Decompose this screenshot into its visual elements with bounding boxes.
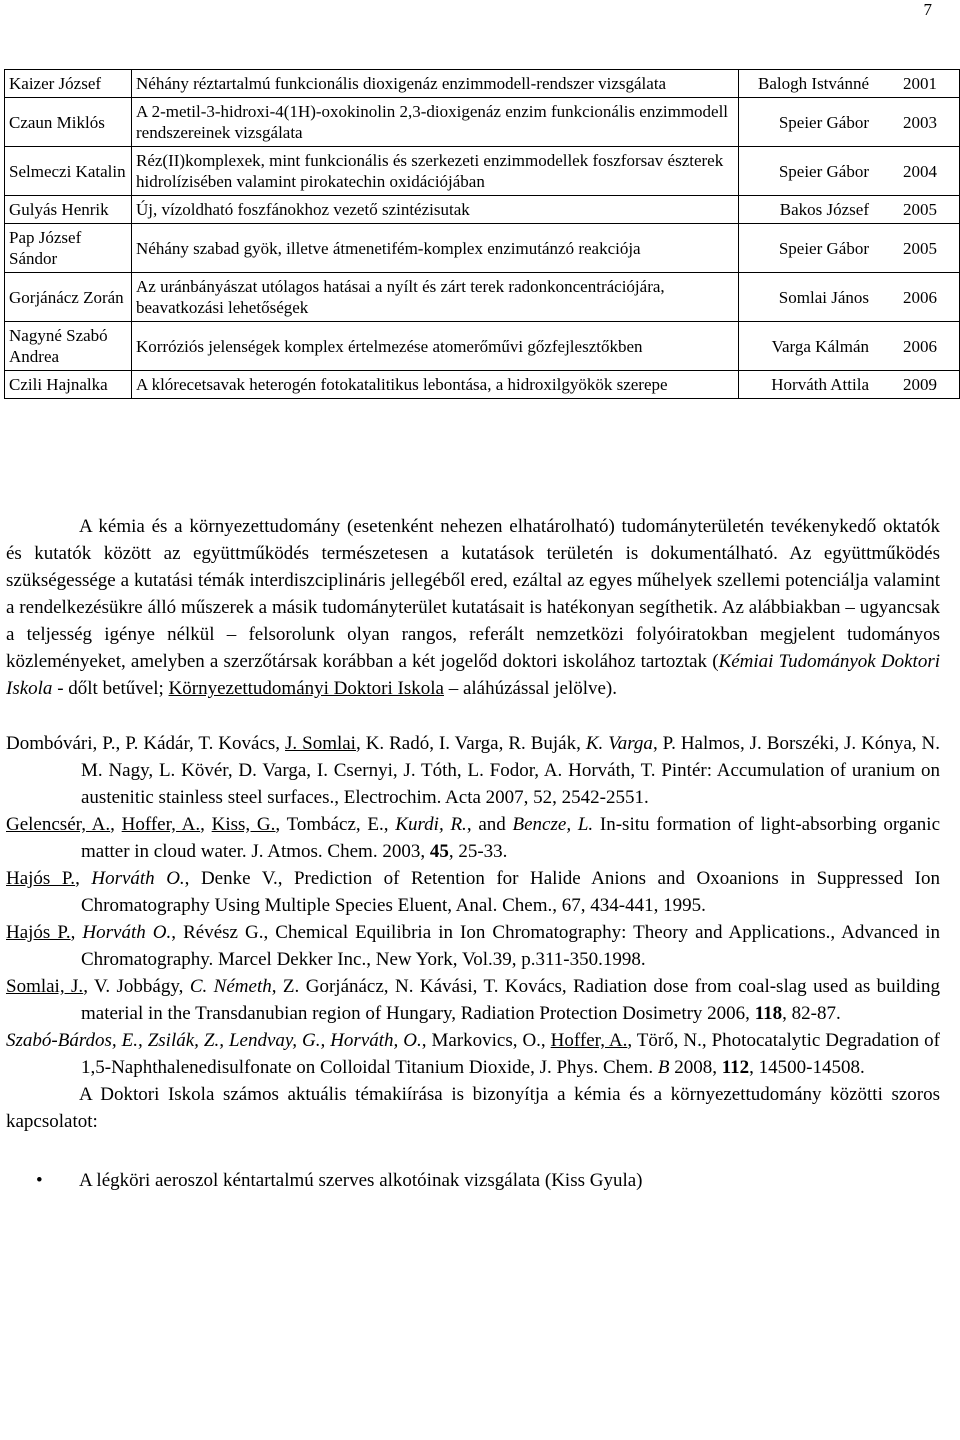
underlined-author: Hajós P. — [6, 922, 71, 943]
reference-text: , Tombácz, E., — [275, 814, 396, 835]
closing-paragraph: A Doktori Iskola számos aktuális témakiírása is bizonyítja a kémia és a környezettudomány közötti szoros kapcsolatot: — [6, 1084, 940, 1132]
italic-author: Szabó-Bárdos, E., Zsilák, Z., Lendvay, G., Horváth, O. — [6, 1030, 422, 1051]
table-row — [5, 273, 960, 322]
student-name: Selmeczi Katalin — [5, 147, 132, 196]
underlined-author: Somlai, J. — [6, 976, 84, 997]
table-row — [5, 98, 960, 147]
student-name: Pap József Sándor — [5, 224, 132, 273]
reference-text: , — [75, 868, 92, 889]
reference-text: , P. Halmos, J. Borszéki, J. Kónya, N. M. Nagy, L. Kövér, D. Varga, I. Csernyi, J. Tóth, L. Fodor, A. Horváth, T. Pintér: Accumulation of uranium on austenitic stainless steel surfaces., Electrochim. Acta 2007, 52, 2542-2551. — [81, 733, 940, 808]
thesis-title: Korróziós jelenségek komplex értelmezése atomerőművi gőzfejlesztőkben — [132, 322, 739, 371]
thesis-title: Réz(II)komplexek, mint funkcionális és szerkezeti enzimmodellek foszforsav észterek hidrolízisében valamint pirokatechin oxidációjában — [132, 147, 739, 196]
underlined-author: Gelencsér, A. — [6, 814, 111, 835]
reference-item — [6, 865, 940, 919]
reference-text: , 14500-14508. — [749, 1057, 865, 1078]
underlined-author: Hoffer, A. — [121, 814, 201, 835]
italic-author: Horváth O. — [91, 868, 185, 889]
thesis-title: A klórecetsavak heterogén fotokatalitikus lebontása, a hidroxilgyökök szerepe — [132, 371, 739, 399]
reference-item — [6, 730, 940, 811]
student-name: Kaizer József — [5, 70, 132, 98]
italic-school-name: Kémiai Tudományok Doktori Iskola — [6, 651, 940, 699]
reference-text: , Törő, N., Photocatalytic Degradation of 1,5-Naphthalenedisulfonate on Colloidal Titanium Dioxide, J. Phys. Chem. — [81, 1030, 940, 1078]
underlined-author: Kiss, G. — [211, 814, 276, 835]
thesis-title: Az uránbányászat utólagos hatásai a nyílt és zárt terek radonkoncentrációjára, beavatkozási lehetőségek — [132, 273, 739, 322]
defense-year: 2004 — [873, 147, 960, 196]
reference-text: , V. Jobbágy, — [83, 976, 190, 997]
thesis-title: Néhány réztartalmú funkcionális dioxigenáz enzimmodell-rendszer vizsgálata — [132, 70, 739, 98]
thesis-title: Néhány szabad gyök, illetve átmenetifém-komplex enzimutánzó reakciója — [132, 224, 739, 273]
supervisor-name: Speier Gábor — [739, 147, 874, 196]
table-row — [5, 196, 960, 224]
body-text — [6, 513, 940, 1194]
reference-text: , 25-33. — [448, 841, 508, 862]
theses-table — [4, 69, 960, 399]
intro-text: A kémia és a környezettudomány (esetenként nehezen elhatárolható) tudományterületén tevékenykedő oktatók és kutatók között az együttműködés természetesen a kutatások területén is dokumentálható. Az együttműködés szükségessége a kutatási témák interdiszciplináris jellegéből ered, ezáltal az egyes műhelyek szellemi potenciálja valamint a rendelkezésükre álló műszerek a másik tudományterület kutatásait is hatékonyan segíthetik. Az alábbiakban – ugyancsak a teljesség igénye nélkül – felsorolunk olyan rangos, referált nemzetközi folyóiratokban megjelent tudományos közleményeket, amelyben a szerzőtársak korábban a két jogelőd doktori iskolához tartoztak ( — [6, 516, 940, 672]
underlined-author: Hajós P. — [6, 868, 76, 889]
reference-text: , Z. Gorjánácz, N. Kávási, T. Kovács, Radiation dose from coal-slag used as building material in the Transdanubian region of Hungary, Radiation Protection Dosimetry 2006, — [81, 976, 941, 1024]
intro-paragraph — [6, 513, 940, 702]
supervisor-name: Balogh Istvánné — [739, 70, 874, 98]
reference-text: , Denke V., Prediction of Retention for Halide Anions and Oxoanions in Suppressed Ion Chromatography Using Multiple Species Eluent, Anal. Chem., 67, 434-441, 1995. — [81, 868, 941, 916]
reference-item — [6, 973, 940, 1027]
reference-text: , — [70, 922, 83, 943]
supervisor-name: Somlai János — [739, 273, 874, 322]
page-number: 7 — [923, 0, 932, 19]
table-row — [5, 224, 960, 273]
italic-author: Horváth O. — [82, 922, 172, 943]
underlined-author: J. Somlai — [285, 733, 356, 754]
italic-author: Kurdi, R. — [395, 814, 467, 835]
reference-text: , Révész G., Chemical Equilibria in Ion Chromatography: Theory and Applications., Advanced in Chromatography. Marcel Dekker Inc., New York, Vol.39, p.311-350.1998. — [81, 922, 940, 970]
intro-text: - dőlt betűvel; — [52, 678, 169, 699]
table-row — [5, 371, 960, 399]
defense-year: 2001 — [873, 70, 960, 98]
supervisor-name: Speier Gábor — [739, 224, 874, 273]
student-name: Czaun Miklós — [5, 98, 132, 147]
student-name: Nagyné Szabó Andrea — [5, 322, 132, 371]
supervisor-name: Speier Gábor — [739, 98, 874, 147]
student-name: Czili Hajnalka — [5, 371, 132, 399]
italic-author: Bencze, L. — [512, 814, 594, 835]
table-row — [5, 322, 960, 371]
table-row — [5, 70, 960, 98]
defense-year: 2006 — [873, 273, 960, 322]
reference-text: , and — [466, 814, 513, 835]
defense-year: 2009 — [873, 371, 960, 399]
reference-text: In-situ formation of light-absorbing organic matter in cloud water. J. Atmos. Chem. 2003, — [81, 814, 941, 862]
reference-text: , 82-87. — [782, 1003, 841, 1024]
student-name: Gorjánácz Zorán — [5, 273, 132, 322]
reference-item — [6, 811, 940, 865]
reference-list — [6, 730, 940, 1081]
thesis-title: Új, vízoldható foszfánokhoz vezető szintézisutak — [132, 196, 739, 224]
italic-author: C. Németh — [189, 976, 272, 997]
topic-list — [6, 1167, 940, 1194]
reference-text: , — [200, 814, 212, 835]
table-row — [5, 147, 960, 196]
underlined-school-name: Környezettudományi Doktori Iskola — [168, 678, 444, 699]
reference-text: , K. Radó, I. Varga, R. Buják, — [355, 733, 586, 754]
italic-author: K. Varga — [585, 733, 653, 754]
defense-year: 2006 — [873, 322, 960, 371]
volume-number: 118 — [754, 1003, 783, 1024]
reference-text: Dombóvári, P., P. Kádár, T. Kovács, — [6, 733, 286, 754]
defense-year: 2005 — [873, 224, 960, 273]
volume-number: 45 — [429, 841, 449, 862]
reference-item — [6, 919, 940, 973]
reference-text: , — [110, 814, 122, 835]
intro-text: – aláhúzással jelölve). — [443, 678, 618, 699]
reference-text: 2008, — [669, 1057, 722, 1078]
student-name: Gulyás Henrik — [5, 196, 132, 224]
supervisor-name: Bakos József — [739, 196, 874, 224]
supervisor-name: Varga Kálmán — [739, 322, 874, 371]
thesis-title: A 2-metil-3-hidroxi-4(1H)-oxokinolin 2,3-dioxigenáz enzim funkcionális enzimmodell rendszereinek vizsgálata — [132, 98, 739, 147]
theses-table-body — [5, 70, 960, 399]
reference-item — [6, 1027, 940, 1081]
reference-text: , Markovics, O., — [421, 1030, 551, 1051]
supervisor-name: Horváth Attila — [739, 371, 874, 399]
italic-author: B — [657, 1057, 670, 1078]
list-item: • A légköri aeroszol kéntartalmú szerves alkotóinak vizsgálata (Kiss Gyula) — [6, 1167, 940, 1194]
volume-number: 112 — [721, 1057, 750, 1078]
underlined-author: Hoffer, A. — [550, 1030, 628, 1051]
defense-year: 2003 — [873, 98, 960, 147]
defense-year: 2005 — [873, 196, 960, 224]
